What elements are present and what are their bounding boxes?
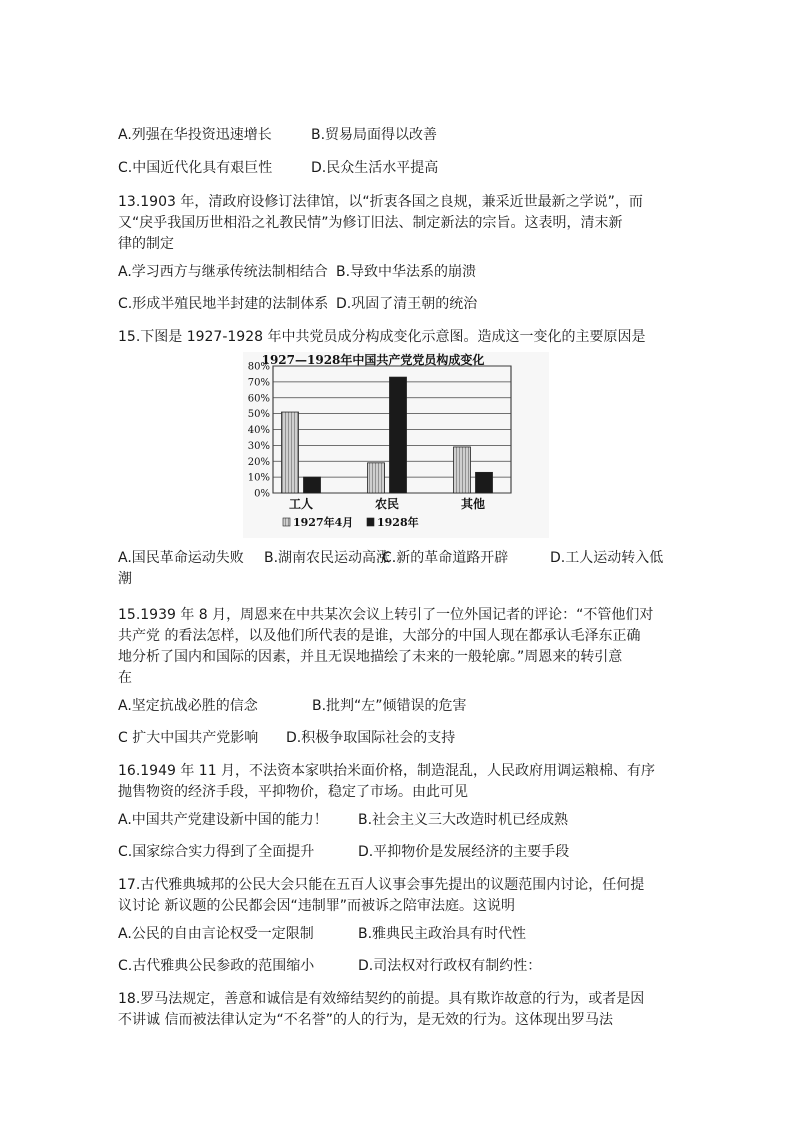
y-tick-labels [248, 362, 270, 500]
bar-1928-2 [476, 472, 493, 493]
q16-option-c: C.国家综合实力得到了全面提升 [118, 844, 315, 860]
q14-stem: 15.下图是 1927-1928 年中共党员成分构成变化示意图。造成这一变化的主要原因是 [118, 329, 646, 345]
legend-label: 1927年4月 [293, 516, 354, 529]
x-tick-label: 农民 [374, 497, 400, 511]
q15-stem-line-3: 地分析了国内和国际的因素，并且无误地描绘了未来的一般轮廓。”周恩来的转引意 [118, 649, 623, 665]
q17-option-c: C.古代雅典公民参政的范围缩小 [118, 958, 315, 974]
q15-option-d: D.积极争取国际社会的支持 [286, 730, 456, 746]
q12-option-a: A.列强在华投资迅速增长 [118, 127, 272, 143]
y-tick-label: 20% [247, 456, 270, 468]
party-composition-chart [243, 352, 549, 538]
x-tick-label: 工人 [288, 497, 314, 511]
q16-option-d: D.平抑物价是发展经济的主要手段 [358, 844, 570, 860]
q17-options-row-1 [118, 924, 678, 945]
q12-options-row-2 [118, 158, 678, 179]
y-tick-label: 60% [247, 393, 270, 405]
y-tick-label: 30% [247, 440, 270, 452]
q14-option-a: A.国民革命运动失败 [118, 550, 244, 566]
q13-stem-line-1: 13.1903 年，清政府设修订法律馆，以“折衷各国之良规，兼采近世最新之学说”，而 [118, 194, 643, 210]
bar-1927-1 [368, 463, 385, 493]
q17-option-a: A.公民的自由言论权受一定限制 [118, 926, 314, 942]
q13-option-b: B.导致中华法系的崩溃 [336, 264, 477, 280]
y-tick-label: 10% [247, 472, 270, 484]
legend [283, 515, 419, 529]
q13-stem-line-3: 律的制定 [118, 236, 174, 252]
q15-stem-line-1: 15.1939 年 8 月，周恩来在中共某次会议上转引了一位外国记者的评论：“不管他们对 [118, 607, 654, 623]
q15-options-row-2 [118, 728, 678, 749]
q12-options-row-1 [118, 125, 678, 146]
q16-stem-line-2: 抛售物资的经济手段，平抑物价，稳定了市场。由此可见 [118, 784, 468, 800]
chart-svg [243, 352, 549, 538]
q16-stem-line-1: 16.1949 年 11 月，不法资本家哄抬米面价格，制造混乱，人民政府用调运粮棉、有序 [118, 763, 656, 779]
bar-1927-0 [282, 412, 299, 493]
q12-option-d: D.民众生活水平提高 [311, 160, 439, 176]
q15-option-c: C 扩大中国共产党影响 [118, 730, 259, 746]
q17-option-d: D.司法权对行政权有制约性： [358, 958, 542, 974]
y-tick-label: 80% [247, 361, 270, 373]
q16-option-a: A.中国共产党建设新中国的能力！ [118, 812, 328, 828]
legend-label: 1928年 [377, 516, 419, 529]
q17-option-b: B.雅典民主政治具有时代性 [358, 926, 527, 942]
q13-option-d: D.巩固了清王朝的统治 [336, 296, 478, 312]
bar-1928-0 [304, 477, 321, 493]
y-tick-label: 50% [247, 409, 270, 421]
q12-option-c: C.中国近代化具有艰巨性 [118, 160, 273, 176]
bar-1927-2 [454, 447, 471, 493]
q15-option-a: A.坚定抗战必胜的信念 [118, 698, 258, 714]
q14-option-b: B.湖南农民运动高涨 [264, 550, 391, 566]
q15-stem-line-4: 在 [118, 670, 132, 686]
q17-stem-line-2: 议讨论 新议题的公民都会因“违制罪”而被诉之陪审法庭。这说明 [118, 898, 515, 914]
legend-swatch [283, 518, 290, 526]
y-tick-label: 40% [247, 425, 270, 436]
q18-stem-line-1: 18.罗马法规定，善意和诚信是有效缔结契约的前提。具有欺诈故意的行为，或者是因 [118, 991, 645, 1007]
q12-option-b: B.贸易局面得以改善 [311, 127, 438, 143]
q14-option-d: D.工人运动转入低 [550, 550, 664, 566]
q16-options-row-2 [118, 842, 678, 863]
q13-options-row-1 [118, 262, 678, 283]
q13-option-a: A.学习西方与继承传统法制相结合 [118, 264, 328, 280]
q14-options-row [118, 548, 678, 569]
legend-swatch [367, 518, 374, 526]
q15-option-b: B.批判“左”倾错误的危害 [312, 698, 467, 714]
q13-option-c: C.形成半殖民地半封建的法制体系 [118, 296, 329, 312]
q17-stem-line-1: 17.古代雅典城邦的公民大会只能在五百人议事会事先提出的议题范围内讨论，任何提 [118, 877, 645, 893]
x-tick-label: 其他 [460, 497, 486, 511]
q16-option-b: B.社会主义三大改造时机已经成熟 [358, 812, 569, 828]
q14-option-c: C.新的革命道路开辟 [382, 550, 509, 566]
q14-option-d-continuation: 潮 [118, 571, 132, 587]
q17-options-row-2 [118, 956, 678, 977]
q13-stem-line-2: 又“戾乎我国历世相沿之礼教民情”为修订旧法、制定新法的宗旨。这表明，清末新 [118, 215, 623, 231]
y-tick-label: 70% [247, 377, 270, 389]
q16-options-row-1 [118, 810, 678, 831]
chart-title: 1927—1928年中国共产党党员构成变化 [261, 353, 485, 367]
q15-stem-line-2: 共产党 的看法怎样，以及他们所代表的是谁，大部分的中国人现在都承认毛泽东正确 [118, 628, 641, 644]
bar-1928-1 [390, 377, 407, 493]
q15-options-row-1 [118, 696, 678, 717]
q18-stem-line-2: 不讲诚 信而被法律认定为“不名誉”的人的行为，是无效的行为。这体现出罗马法 [118, 1012, 613, 1028]
q13-options-row-2 [118, 294, 678, 315]
y-tick-label: 0% [254, 488, 270, 500]
